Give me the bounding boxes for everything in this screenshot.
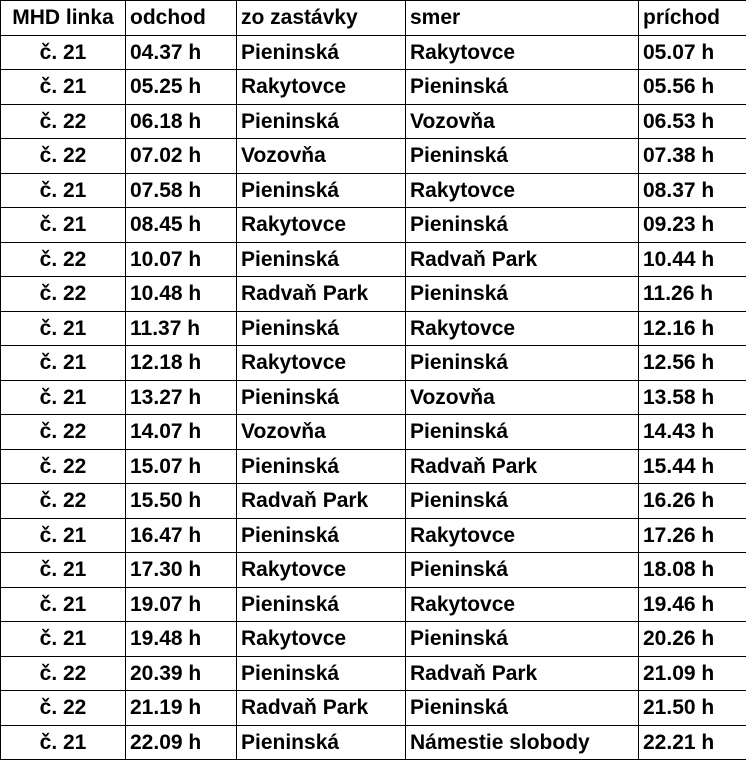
cell-direction: Pieninská [406, 415, 639, 450]
cell-arrival: 15.44 h [639, 449, 746, 484]
cell-from-stop: Vozovňa [237, 139, 406, 174]
cell-line: č. 22 [1, 139, 126, 174]
cell-line: č. 22 [1, 242, 126, 277]
cell-direction: Pieninská [406, 139, 639, 174]
cell-departure: 22.09 h [126, 725, 237, 760]
table-row [1, 484, 746, 519]
cell-arrival: 13.58 h [639, 380, 746, 415]
cell-arrival: 14.43 h [639, 415, 746, 450]
cell-departure: 19.07 h [126, 587, 237, 622]
header-arrival: príchod [639, 1, 746, 36]
cell-arrival: 09.23 h [639, 208, 746, 243]
table-row [1, 622, 746, 657]
cell-arrival: 12.56 h [639, 346, 746, 381]
cell-direction: Radvaň Park [406, 449, 639, 484]
table-row [1, 656, 746, 691]
cell-from-stop: Pieninská [237, 311, 406, 346]
cell-direction: Rakytovce [406, 311, 639, 346]
cell-line: č. 22 [1, 691, 126, 726]
cell-arrival: 08.37 h [639, 173, 746, 208]
cell-departure: 12.18 h [126, 346, 237, 381]
cell-departure: 21.19 h [126, 691, 237, 726]
table-row [1, 70, 746, 105]
cell-from-stop: Pieninská [237, 725, 406, 760]
cell-departure: 15.50 h [126, 484, 237, 519]
cell-from-stop: Rakytovce [237, 553, 406, 588]
cell-departure: 17.30 h [126, 553, 237, 588]
cell-direction: Pieninská [406, 70, 639, 105]
cell-arrival: 05.07 h [639, 35, 746, 70]
cell-line: č. 22 [1, 484, 126, 519]
cell-departure: 06.18 h [126, 104, 237, 139]
table-row [1, 587, 746, 622]
cell-direction: Pieninská [406, 277, 639, 312]
header-from-stop: zo zastávky [237, 1, 406, 36]
cell-line: č. 21 [1, 35, 126, 70]
cell-from-stop: Pieninská [237, 449, 406, 484]
cell-direction: Pieninská [406, 691, 639, 726]
cell-line: č. 21 [1, 208, 126, 243]
cell-departure: 10.07 h [126, 242, 237, 277]
cell-departure: 15.07 h [126, 449, 237, 484]
timetable-body [1, 35, 746, 760]
cell-departure: 04.37 h [126, 35, 237, 70]
cell-departure: 11.37 h [126, 311, 237, 346]
cell-direction: Pieninská [406, 553, 639, 588]
table-row [1, 449, 746, 484]
table-row [1, 380, 746, 415]
cell-from-stop: Radvaň Park [237, 277, 406, 312]
cell-departure: 05.25 h [126, 70, 237, 105]
cell-departure: 14.07 h [126, 415, 237, 450]
cell-direction: Vozovňa [406, 380, 639, 415]
cell-arrival: 12.16 h [639, 311, 746, 346]
cell-line: č. 22 [1, 449, 126, 484]
cell-departure: 10.48 h [126, 277, 237, 312]
cell-departure: 16.47 h [126, 518, 237, 553]
table-row [1, 139, 746, 174]
cell-line: č. 22 [1, 656, 126, 691]
cell-arrival: 16.26 h [639, 484, 746, 519]
cell-from-stop: Pieninská [237, 518, 406, 553]
cell-direction: Pieninská [406, 346, 639, 381]
cell-arrival: 07.38 h [639, 139, 746, 174]
cell-line: č. 21 [1, 70, 126, 105]
cell-arrival: 10.44 h [639, 242, 746, 277]
cell-direction: Vozovňa [406, 104, 639, 139]
cell-arrival: 21.09 h [639, 656, 746, 691]
cell-arrival: 17.26 h [639, 518, 746, 553]
header-direction: smer [406, 1, 639, 36]
cell-line: č. 21 [1, 622, 126, 657]
table-row [1, 242, 746, 277]
cell-line: č. 21 [1, 553, 126, 588]
cell-arrival: 19.46 h [639, 587, 746, 622]
table-row [1, 104, 746, 139]
cell-line: č. 21 [1, 346, 126, 381]
cell-from-stop: Pieninská [237, 656, 406, 691]
cell-direction: Pieninská [406, 208, 639, 243]
cell-from-stop: Pieninská [237, 587, 406, 622]
header-departure: odchod [126, 1, 237, 36]
cell-from-stop: Pieninská [237, 380, 406, 415]
header-row [1, 1, 746, 36]
table-row [1, 691, 746, 726]
cell-line: č. 21 [1, 725, 126, 760]
cell-from-stop: Pieninská [237, 173, 406, 208]
table-row [1, 346, 746, 381]
cell-line: č. 21 [1, 173, 126, 208]
cell-line: č. 21 [1, 380, 126, 415]
cell-from-stop: Rakytovce [237, 622, 406, 657]
table-row [1, 277, 746, 312]
cell-arrival: 06.53 h [639, 104, 746, 139]
cell-departure: 13.27 h [126, 380, 237, 415]
cell-arrival: 18.08 h [639, 553, 746, 588]
cell-direction: Rakytovce [406, 35, 639, 70]
table-row [1, 173, 746, 208]
cell-arrival: 22.21 h [639, 725, 746, 760]
table-row [1, 725, 746, 760]
table-row [1, 518, 746, 553]
header-line: MHD linka [1, 1, 126, 36]
cell-direction: Radvaň Park [406, 656, 639, 691]
cell-arrival: 05.56 h [639, 70, 746, 105]
cell-direction: Radvaň Park [406, 242, 639, 277]
cell-from-stop: Radvaň Park [237, 484, 406, 519]
cell-direction: Rakytovce [406, 173, 639, 208]
cell-departure: 20.39 h [126, 656, 237, 691]
cell-departure: 07.58 h [126, 173, 237, 208]
cell-direction: Rakytovce [406, 518, 639, 553]
cell-line: č. 21 [1, 518, 126, 553]
cell-from-stop: Rakytovce [237, 70, 406, 105]
cell-departure: 19.48 h [126, 622, 237, 657]
cell-direction: Pieninská [406, 622, 639, 657]
cell-line: č. 22 [1, 415, 126, 450]
cell-from-stop: Pieninská [237, 242, 406, 277]
cell-departure: 07.02 h [126, 139, 237, 174]
cell-line: č. 22 [1, 277, 126, 312]
cell-departure: 08.45 h [126, 208, 237, 243]
cell-line: č. 21 [1, 587, 126, 622]
cell-from-stop: Rakytovce [237, 346, 406, 381]
table-row [1, 208, 746, 243]
cell-direction: Rakytovce [406, 587, 639, 622]
cell-arrival: 20.26 h [639, 622, 746, 657]
cell-line: č. 22 [1, 104, 126, 139]
cell-arrival: 11.26 h [639, 277, 746, 312]
table-row [1, 311, 746, 346]
cell-direction: Námestie slobody [406, 725, 639, 760]
cell-from-stop: Pieninská [237, 104, 406, 139]
table-row [1, 35, 746, 70]
cell-direction: Pieninská [406, 484, 639, 519]
table-row [1, 415, 746, 450]
cell-arrival: 21.50 h [639, 691, 746, 726]
cell-from-stop: Rakytovce [237, 208, 406, 243]
cell-from-stop: Radvaň Park [237, 691, 406, 726]
table-row [1, 553, 746, 588]
cell-line: č. 21 [1, 311, 126, 346]
cell-from-stop: Vozovňa [237, 415, 406, 450]
cell-from-stop: Pieninská [237, 35, 406, 70]
